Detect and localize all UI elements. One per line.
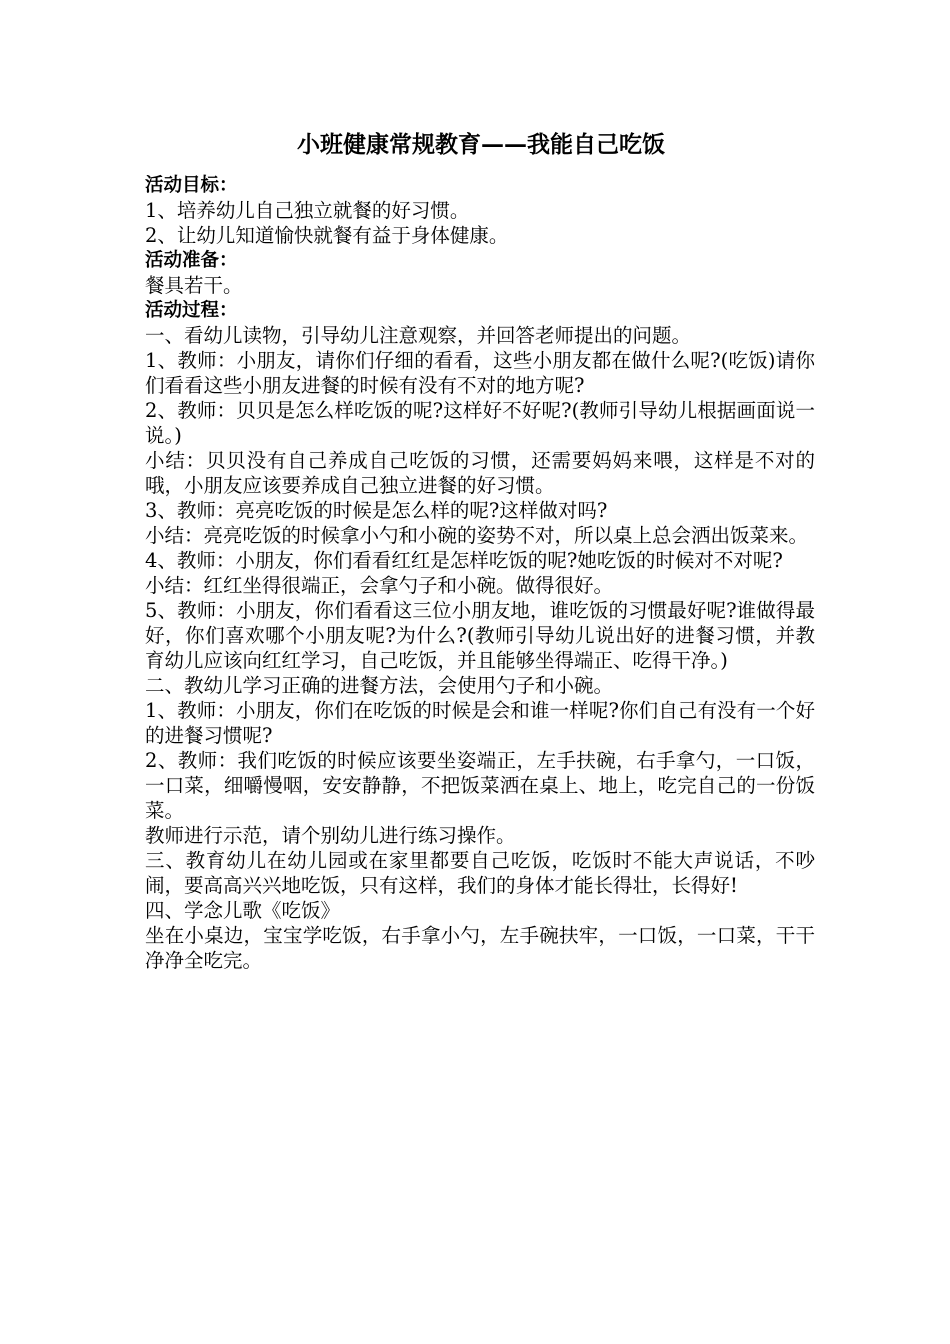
paragraph: 2、教师：贝贝是怎么样吃饭的呢?这样好不好呢?(教师引导幼儿根据画面说一说。) [145,399,815,447]
section-heading: 活动目标： [145,175,238,196]
paragraph: 1、教师：小朋友，请你们仔细的看看，这些小朋友都在做什么呢?(吃饭)请你们看看这些小朋友进餐的时候有没有不对的地方呢? [145,349,815,397]
document-title: 小班健康常规教育——我能自己吃饭 [297,131,665,158]
paragraph: 餐具若干。 [145,274,243,297]
paragraph: 4、教师：小朋友，你们看看红红是怎样吃饭的呢?她吃饭的时候对不对呢? [145,549,783,572]
paragraph: 小结：贝贝没有自己养成自己吃饭的习惯，还需要妈妈来喂，这样是不对的哦，小朋友应该要养成自己独立进餐的好习惯。 [145,449,815,497]
paragraph: 四、学念儿歌《吃饭》 [145,899,341,922]
paragraph: 2、教师：我们吃饭的时候应该要坐姿端正，左手扶碗，右手拿勺，一口饭，一口菜，细嚼慢咽，安安静静，不把饭菜洒在桌上、地上，吃完自己的一份饭菜。 [145,749,815,822]
paragraph: 5、教师：小朋友，你们看看这三位小朋友地，谁吃饭的习惯最好呢?谁做得最好，你们喜欢哪个小朋友呢?为什么?(教师引导幼儿说出好的进餐习惯，并教育幼儿应该向红红学习，自己吃饭，并且能够坐得端正、吃得干净。) [145,599,815,672]
paragraph: 小结：亮亮吃饭的时候拿小勺和小碗的姿势不对，所以桌上总会洒出饭菜来。 [145,524,809,547]
paragraph: 一、看幼儿读物，引导幼儿注意观察，并回答老师提出的问题。 [145,324,692,347]
paragraph: 坐在小桌边，宝宝学吃饭，右手拿小勺，左手碗扶牢，一口饭，一口菜，干干净净全吃完。 [145,924,815,972]
paragraph: 3、教师：亮亮吃饭的时候是怎么样的呢?这样做对吗? [145,499,608,522]
paragraph: 二、教幼儿学习正确的进餐方法，会使用勺子和小碗。 [145,674,614,697]
paragraph: 2、让幼儿知道愉快就餐有益于身体健康。 [145,224,509,247]
paragraph: 教师进行示范，请个别幼儿进行练习操作。 [145,824,516,847]
section-heading: 活动过程： [145,300,238,321]
paragraph: 1、培养幼儿自己独立就餐的好习惯。 [145,199,470,222]
section-heading: 活动准备： [145,250,238,271]
document-body [145,173,815,973]
paragraph: 小结：红红坐得很端正，会拿勺子和小碗。做得很好。 [145,574,614,597]
paragraph: 三、教育幼儿在幼儿园或在家里都要自己吃饭，吃饭时不能大声说话，不吵闹，要高高兴兴地吃饭，只有这样，我们的身体才能长得壮，长得好! [145,849,815,897]
paragraph: 1、教师：小朋友，你们在吃饭的时候是会和谁一样呢?你们自己有没有一个好的进餐习惯呢? [145,699,815,747]
document-page [145,130,815,973]
